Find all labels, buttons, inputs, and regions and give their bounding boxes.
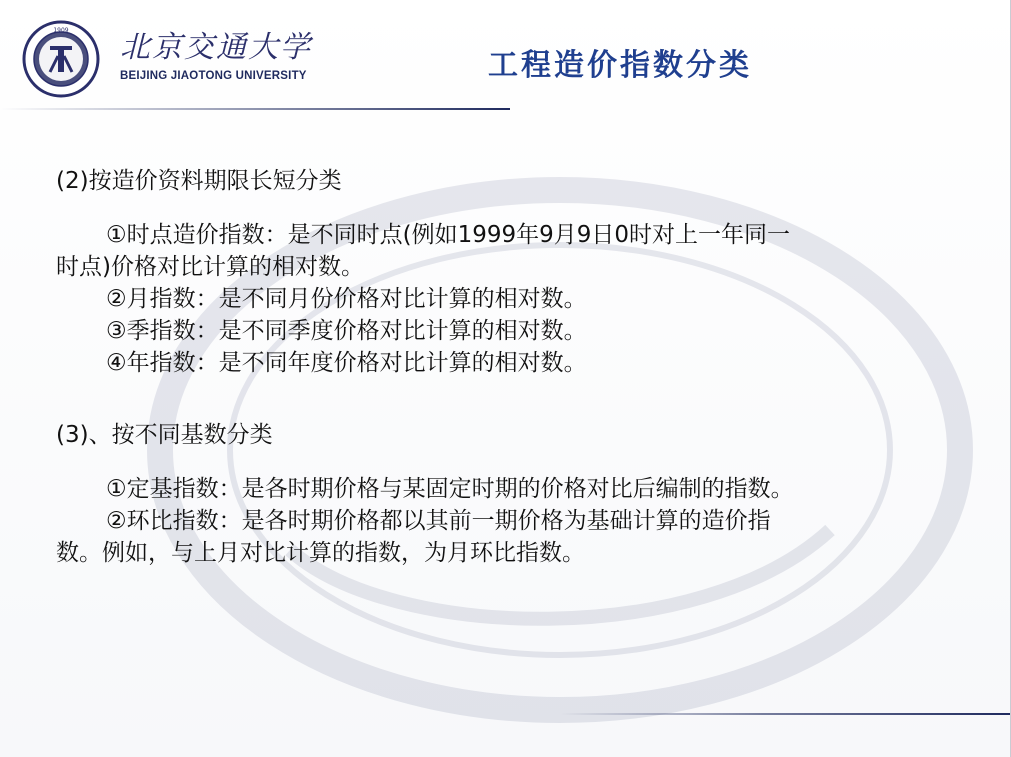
slide-title: 工程造价指数分类 [488,48,752,83]
university-logo [22,20,100,98]
logo-year: 1909 [53,27,69,34]
university-name-cn: 北京交通大学 [120,30,312,65]
item-chain-index-cont: 数。例如，与上月对比计算的指数，为月环比指数。 [56,540,585,566]
university-name-en: BEIJING JIAOTONG UNIVERSITY [120,70,307,82]
footer-divider [560,713,1011,715]
item-point-index: ①时点造价指数：是不同时点(例如1999年9月9日0时对上一年同一 [106,222,791,248]
header-divider [0,108,510,110]
item-quarterly-index: ③季指数：是不同季度价格对比计算的相对数。 [106,318,587,344]
item-chain-index: ②环比指数：是各时期价格都以其前一期价格为基础计算的造价指 [106,508,771,534]
item-point-index-cont: 时点)价格对比计算的相对数。 [56,254,364,280]
item-annual-index: ④年指数：是不同年度价格对比计算的相对数。 [106,350,587,376]
slide-body [56,165,956,569]
section3-heading: (3)、按不同基数分类 [56,422,273,448]
item-fixed-base-index: ①定基指数：是各时期价格与某固定时期的价格对比后编制的指数。 [106,476,794,502]
section2-heading: (2)按造价资料期限长短分类 [56,168,342,194]
item-monthly-index: ②月指数：是不同月份价格对比计算的相对数。 [106,286,587,312]
